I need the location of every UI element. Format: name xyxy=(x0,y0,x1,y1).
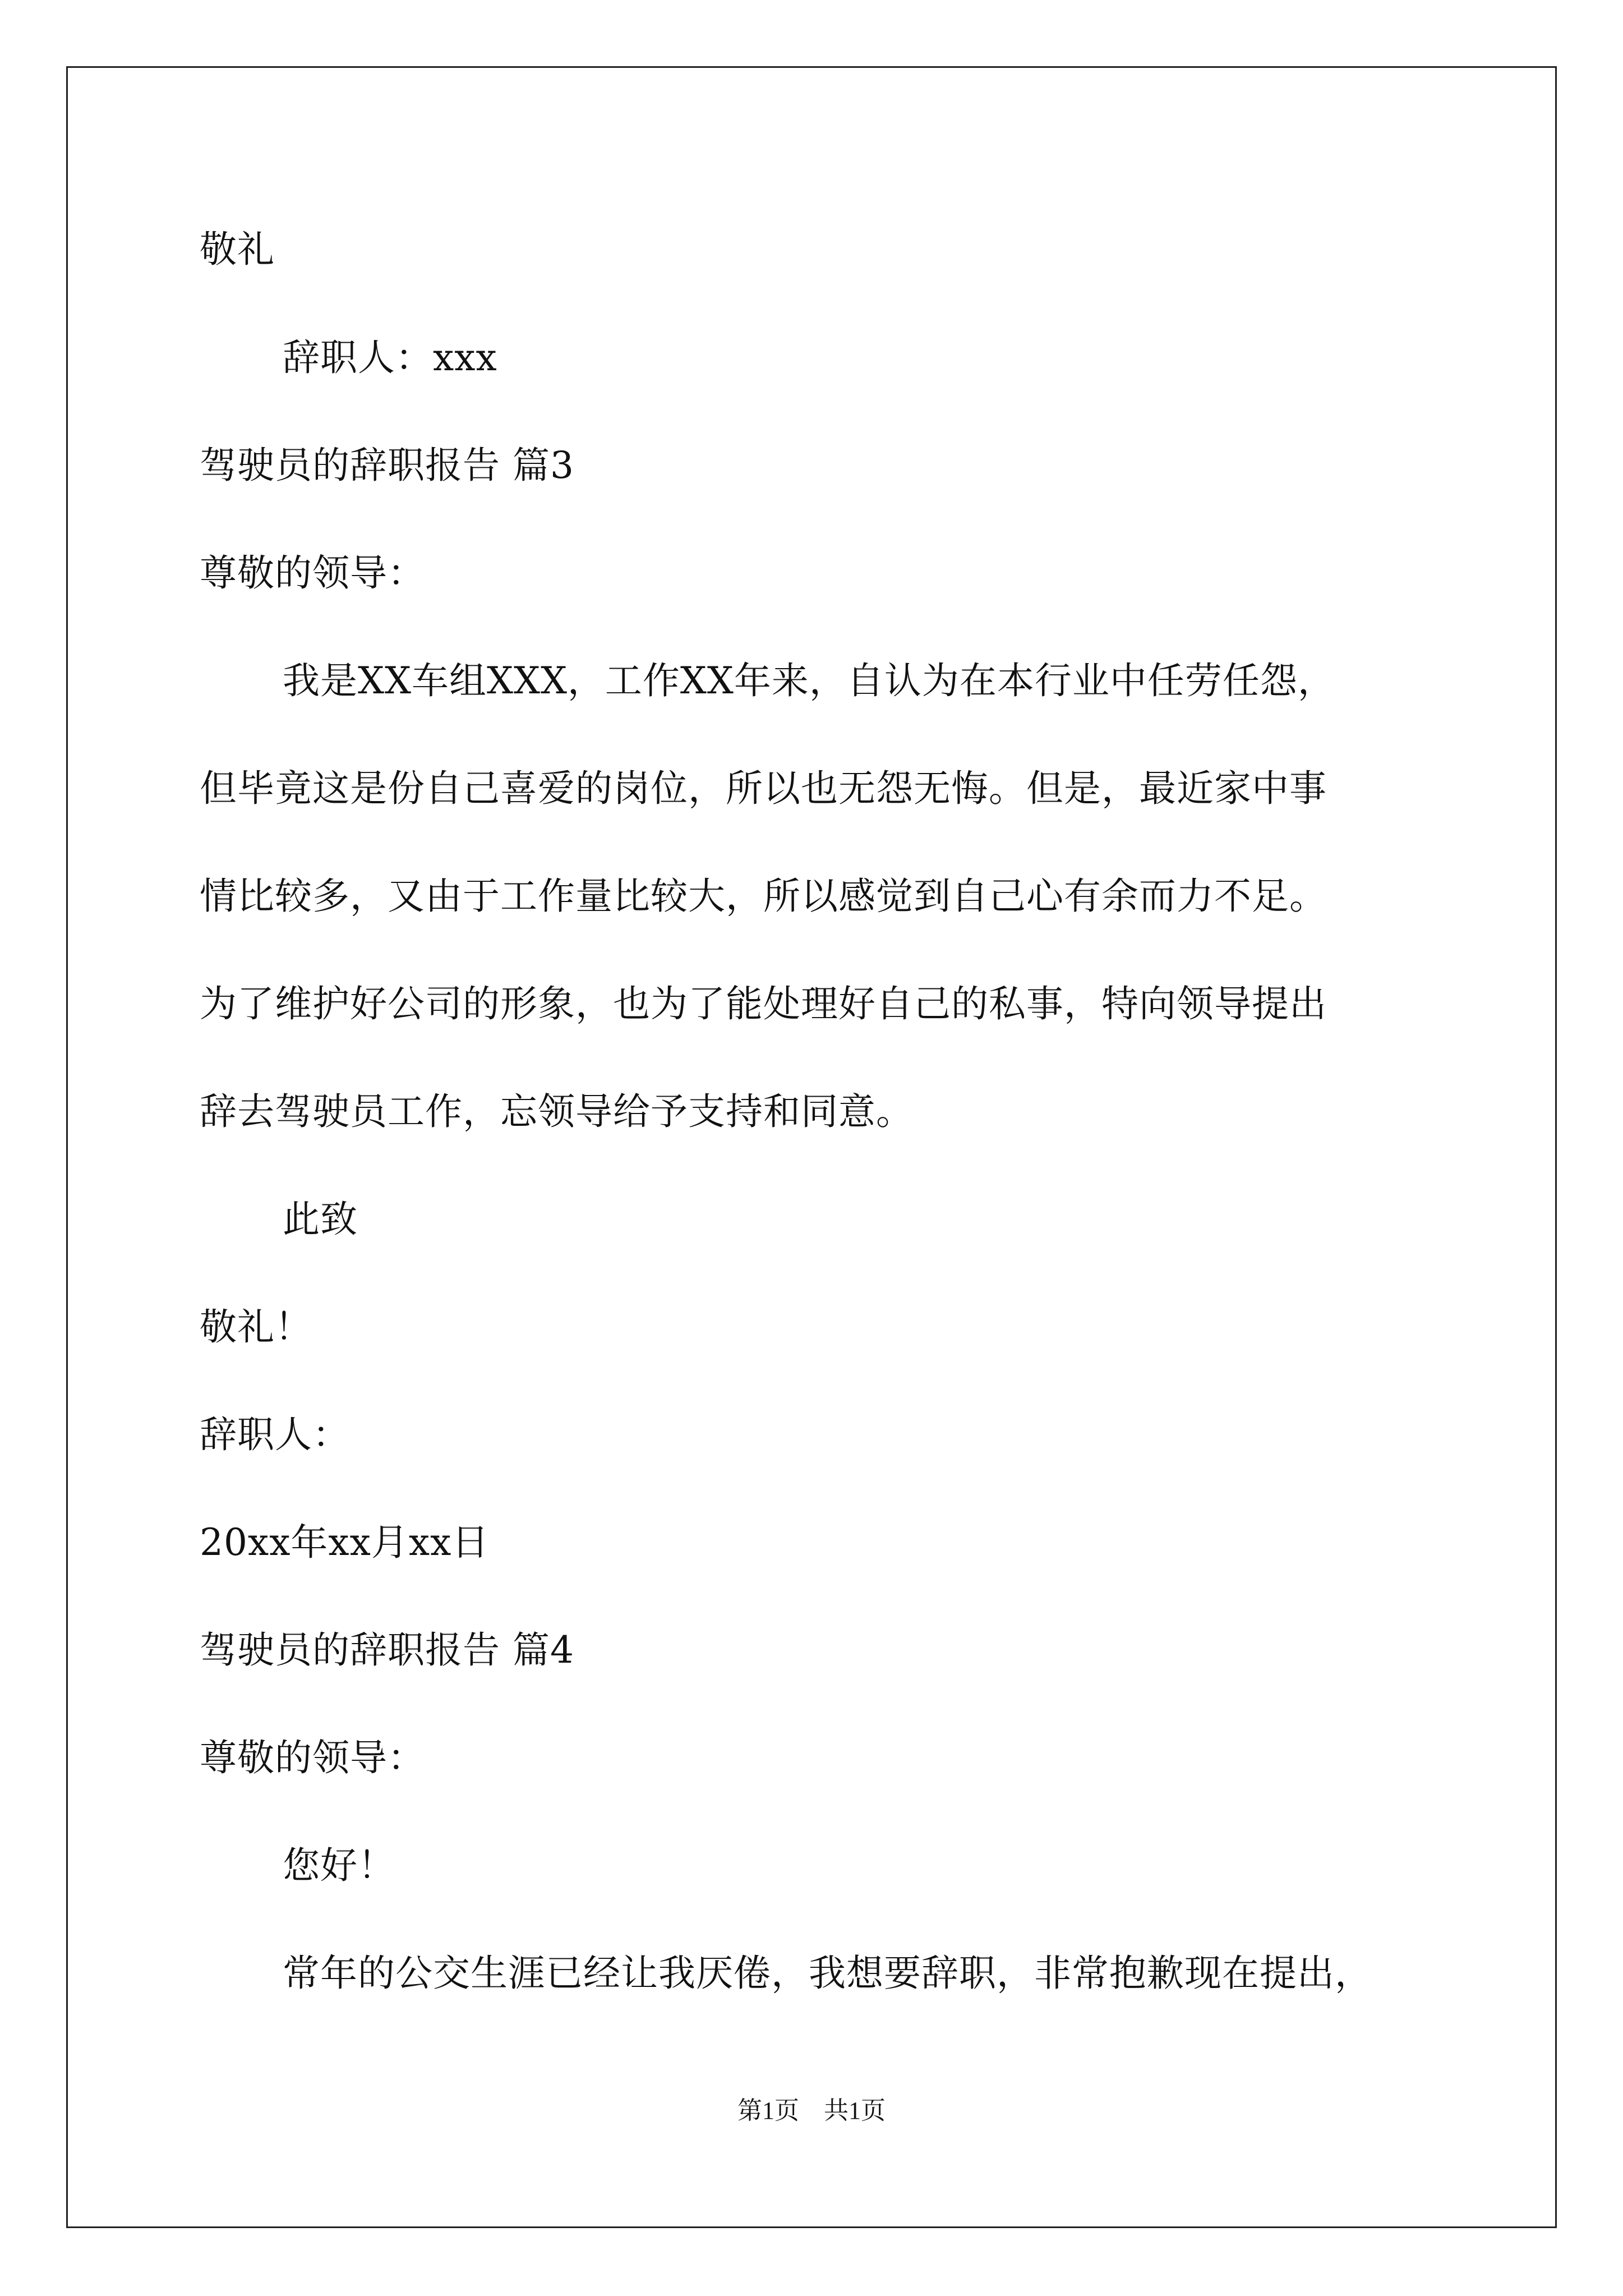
closing-salute: 敬礼 xyxy=(200,228,275,271)
closing-phrase: 此致 xyxy=(283,1198,358,1241)
section-heading-3: 驾驶员的辞职报告 篇3 xyxy=(200,444,574,487)
salutation: 尊敬的领导： xyxy=(200,551,425,595)
body-paragraph-line: 为了维护好公司的形象，也为了能处理好自己的私事，特向领导提出 xyxy=(200,982,1327,1025)
date-line: 20xx年xx月xx日 xyxy=(200,1521,490,1564)
signature-line: 辞职人：xxx xyxy=(283,336,497,379)
section-heading-4: 驾驶员的辞职报告 篇4 xyxy=(200,1628,574,1672)
page-border xyxy=(66,66,1557,2228)
body-paragraph-line: 我是XX车组XXX，工作XX年来，自认为在本行业中任劳任怨， xyxy=(283,659,1335,702)
signature-line: 辞职人： xyxy=(200,1413,350,1456)
greeting: 您好！ xyxy=(283,1844,395,1887)
page-number-footer: 第1页 共1页 xyxy=(737,2097,886,2124)
body-paragraph-line: 但毕竟这是份自己喜爱的岗位，所以也无怨无悔。但是，最近家中事 xyxy=(200,767,1327,810)
body-paragraph-line: 辞去驾驶员工作，忘领导给予支持和同意。 xyxy=(200,1090,914,1133)
closing-salute: 敬礼！ xyxy=(200,1305,312,1349)
body-paragraph-line: 常年的公交生涯已经让我厌倦，我想要辞职，非常抱歉现在提出， xyxy=(283,1952,1372,1995)
body-paragraph-line: 情比较多，又由于工作量比较大，所以感觉到自己心有余而力不足。 xyxy=(200,875,1327,918)
salutation: 尊敬的领导： xyxy=(200,1736,425,1779)
